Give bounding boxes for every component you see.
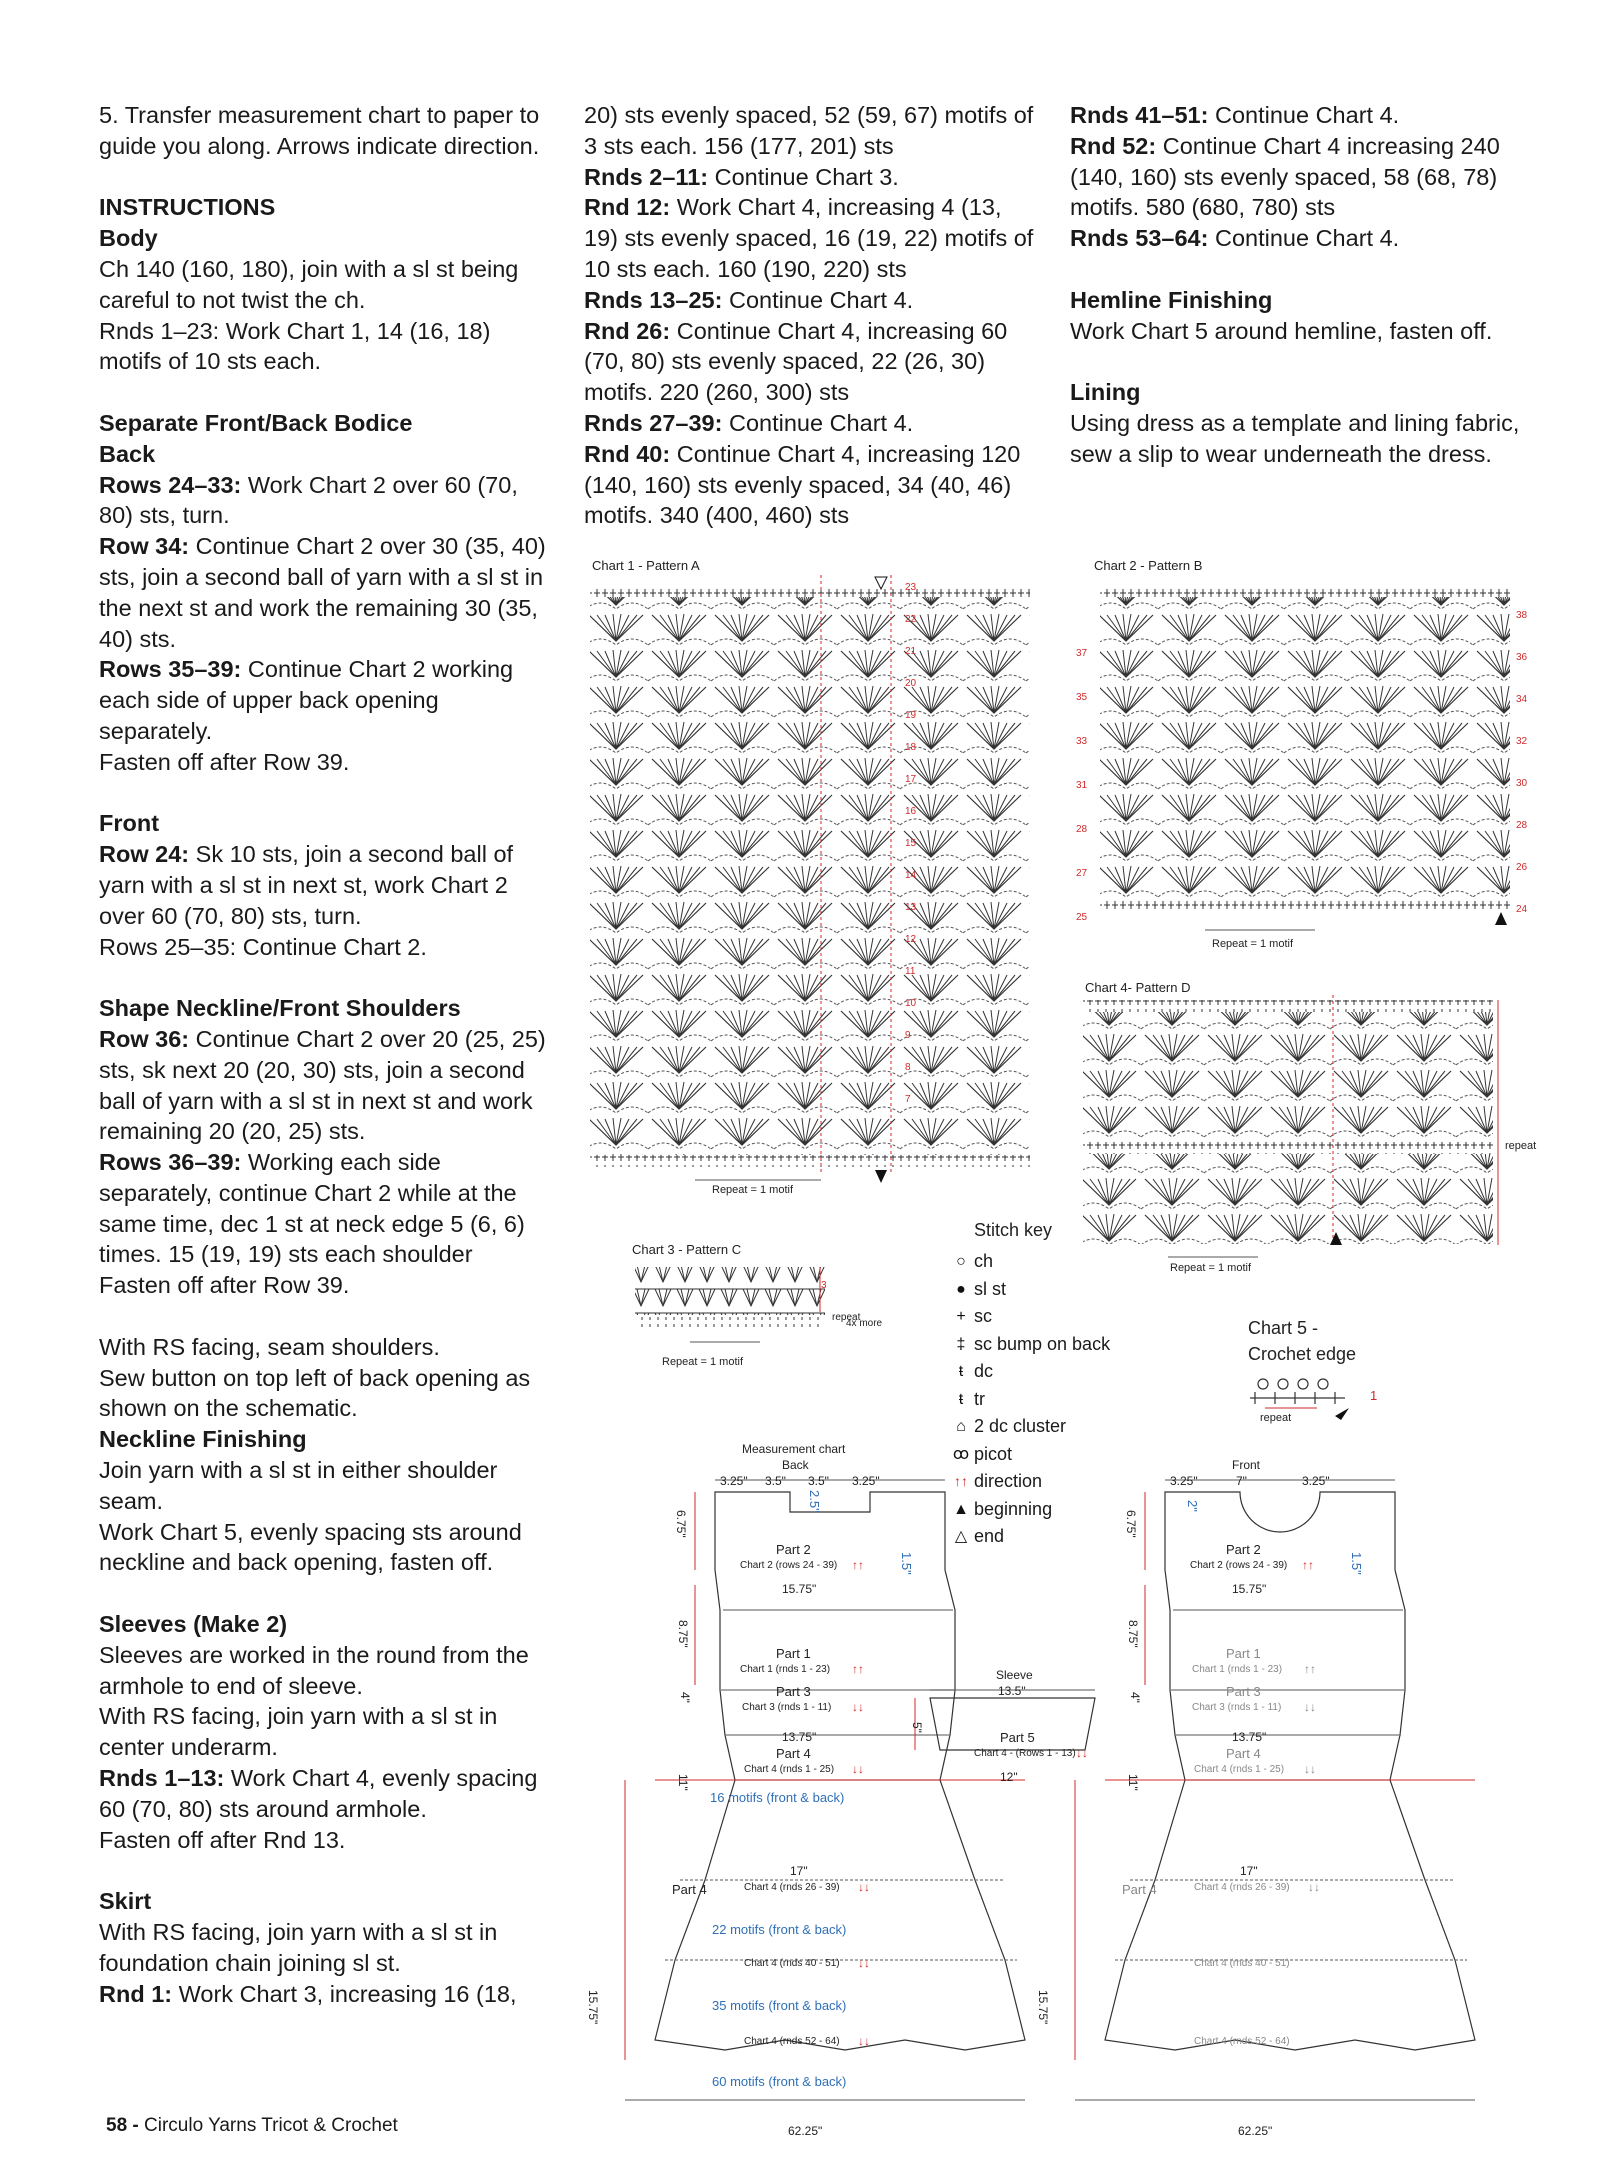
- back-neck-right: 3.5": [808, 1474, 829, 1488]
- body-rounds-text: Rnds 1–23: Work Chart 1, 14 (16, 18) motifs of 10 sts each.: [99, 317, 491, 375]
- skirt-join-text: With RS facing, join yarn with a sl st in foundation chain joining sl st.: [99, 1919, 498, 1976]
- front-part-4b-arrow: ↓↓: [1308, 1880, 1320, 1894]
- front-hem-width: 62.25": [1238, 2124, 1273, 2138]
- stitch-key-label: dc: [974, 1361, 994, 1381]
- shape-row-36: Row 36: Continue Chart 2 over 20 (25, 25) sts, sk next 20 (20, 30) sts, join a second ball of yarn with a sl st in next st and work remaining 20 (20, 25) sts.: [99, 1025, 546, 1145]
- front-part-3-arrow: ↓↓: [1304, 1700, 1316, 1714]
- front-skirt-height: 15.75": [1036, 1990, 1050, 2025]
- back-part-3-arrow: ↓↓: [852, 1700, 864, 1714]
- back-hip-width: 17": [790, 1864, 808, 1878]
- back-heading: Back: [99, 440, 156, 467]
- chart-4-pattern-d: [1078, 995, 1508, 1265]
- skirt-rnd-1: Rnd 1: Work Chart 3, increasing 16 (18,: [99, 1980, 517, 2007]
- stitch-key-title: Stitch key: [974, 1220, 1053, 1240]
- neckline-finishing-heading: Neckline Finishing: [99, 1426, 307, 1453]
- measurement-chart-title: Measurement chart: [742, 1442, 846, 1456]
- lining-text: Using dress as a template and lining fabric, sew a slip to wear underneath the dress.: [1070, 409, 1520, 467]
- back-neck-left: 3.5": [765, 1474, 786, 1488]
- front-part-1: Part 1: [1226, 1646, 1261, 1661]
- chart-2-left-row-number: 33: [1076, 736, 1088, 747]
- front-shoulder-left: 3.25": [1170, 1474, 1198, 1488]
- front-neck-depth: 2": [1185, 1500, 1200, 1512]
- chart-1-row-number: 21: [905, 646, 917, 657]
- shape-fasten-off: Fasten off after Row 39.: [99, 1272, 350, 1299]
- part-5-arrow: ↓↓: [1076, 1746, 1088, 1760]
- back-part-2: Part 2: [776, 1542, 811, 1557]
- chart-1-row-number: 16: [905, 806, 917, 817]
- stitch-symbol-icon: △: [954, 1528, 968, 1545]
- chart-1-row-number: 23: [905, 582, 917, 593]
- chart-2-right-row-number: 38: [1516, 610, 1528, 621]
- chart-2-left-row-number: 25: [1076, 912, 1088, 923]
- chart-3-row-number: 3: [821, 1280, 827, 1291]
- front-shoulder-right: 3.25": [1302, 1474, 1330, 1488]
- front-part-4b-sub: Chart 4 (rnds 26 - 39): [1194, 1882, 1290, 1893]
- chart-2-left-row-number: 31: [1076, 780, 1088, 791]
- hemline-finishing-heading: Hemline Finishing: [1070, 286, 1273, 313]
- stitch-key-label: beginning: [974, 1498, 1053, 1519]
- stitch-symbol-icon: ‡: [956, 1335, 966, 1353]
- page-number: 58 -: [106, 2115, 139, 2136]
- back-part-1-height: 8.75": [676, 1620, 690, 1648]
- front-part-3: Part 3: [1226, 1684, 1261, 1699]
- back-chart-4-52-64: Chart 4 (rnds 52 - 64): [744, 2036, 840, 2047]
- chart-1-row-number: 12: [905, 934, 917, 945]
- shape-neckline-heading: Shape Neckline/Front Shoulders: [99, 995, 461, 1022]
- front-part-3-sub: Chart 3 (rnds 1 - 11): [1192, 1702, 1282, 1713]
- stitch-symbol-icon: ꝏ: [952, 1445, 970, 1463]
- back-part-1: Part 1: [776, 1646, 811, 1661]
- chart-2-right-row-number: 26: [1516, 862, 1528, 873]
- back-part-4b-sub: Chart 4 (rnds 26 - 39): [744, 1882, 840, 1893]
- stitch-key-label: end: [974, 1526, 1005, 1546]
- front-part-4-arrow: ↓↓: [1304, 1762, 1316, 1776]
- stitch-key-item: [948, 1276, 1110, 1304]
- stitch-key-label: sc: [974, 1306, 992, 1326]
- sleeves-join-text: With RS facing, join yarn with a sl st in center underarm.: [99, 1703, 498, 1761]
- back-40-51-arrow: ↓↓: [858, 1956, 870, 1970]
- chart-1-row-number: 17: [905, 774, 917, 785]
- front-part-4: Part 4: [1226, 1746, 1261, 1761]
- neckline-work-text: Work Chart 5, evenly spacing sts around neckline and back opening, fasten off.: [99, 1518, 522, 1576]
- back-part-3: Part 3: [776, 1684, 811, 1699]
- stitch-symbol-icon: ○: [956, 1253, 966, 1270]
- back-bodice-height: 6.75": [674, 1510, 688, 1538]
- stitch-symbol-icon: ▲: [953, 1500, 969, 1518]
- back-shoulder-left: 3.25": [720, 1474, 748, 1488]
- back-part-4b-arrow: ↓↓: [858, 1880, 870, 1894]
- chart-1-row-number: 11: [905, 966, 916, 977]
- chart-3-pattern-c: [630, 1262, 830, 1352]
- front-part-4-height: 11": [1126, 1774, 1140, 1791]
- chart-2-right-row-number: 24: [1516, 904, 1528, 915]
- back-35-motifs: 35 motifs (front & back): [712, 1998, 847, 2013]
- stitch-key-label: picot: [974, 1443, 1013, 1464]
- instructions-column-2: [584, 100, 1034, 531]
- chart-1-row-number: 13: [905, 902, 917, 913]
- back-skirt-height: 15.75": [586, 1990, 600, 2025]
- front-part-1-sub: Chart 1 (rnds 1 - 23): [1192, 1664, 1283, 1675]
- sleeve-bottom-width: 12": [1000, 1770, 1018, 1784]
- skirt-rnds-2-11: Rnds 2–11: Continue Chart 3.: [584, 163, 899, 190]
- chart-1-row-number: 14: [905, 870, 917, 881]
- chart-2-right-row-number: 32: [1516, 736, 1528, 747]
- front-chart-4-40-51: Chart 4 (rnds 40 - 51): [1194, 1958, 1290, 1969]
- skirt-rnds-13-25: Rnds 13–25: Continue Chart 4.: [584, 286, 914, 313]
- instructions-column-3: [1070, 100, 1520, 470]
- back-part-4-height: 11": [676, 1774, 690, 1791]
- sleeve-label: Sleeve: [996, 1668, 1033, 1682]
- back-part-4-sub: Chart 4 (rnds 1 - 25): [744, 1764, 835, 1775]
- chart-2-right-row-number: 36: [1516, 652, 1528, 663]
- instructions-heading: INSTRUCTIONS: [99, 194, 276, 221]
- chart-5-title-line-2: Crochet edge: [1248, 1344, 1357, 1364]
- front-part-1-height: 8.75": [1126, 1620, 1140, 1648]
- stitch-key-label: ch: [974, 1251, 994, 1271]
- back-row-34: Row 34: Continue Chart 2 over 30 (35, 40) sts, join a second ball of yarn with a sl st in the next st and work the remaining 30 (35, 40) sts.: [99, 533, 546, 652]
- back-52-64-arrow: ↓↓: [858, 2034, 870, 2048]
- chart-3-title: Chart 3 - Pattern C: [632, 1242, 742, 1257]
- chart-4-repeat-side: repeat: [1505, 1140, 1537, 1152]
- back-part-1-arrow: ↑↑: [852, 1662, 864, 1676]
- skirt-rnd-12: Rnd 12: Work Chart 4, increasing 4 (13, 19) sts evenly spaced, 16 (19, 22) motifs of 10 sts each. 160 (190, 220) sts: [584, 194, 1034, 282]
- separate-bodice-heading: Separate Front/Back Bodice: [99, 409, 413, 436]
- front-part-4b: Part 4: [1122, 1882, 1157, 1897]
- back-label: Back: [782, 1458, 809, 1472]
- back-chest-width: 15.75": [782, 1582, 817, 1596]
- chart-2-left-row-number: 35: [1076, 692, 1088, 703]
- back-part-4-arrow: ↓↓: [852, 1762, 864, 1776]
- sleeves-fasten-off: Fasten off after Rnd 13.: [99, 1826, 346, 1853]
- chart-3-repeat-count: 4x more: [846, 1318, 883, 1329]
- chart-4-title: Chart 4- Pattern D: [1085, 980, 1191, 995]
- front-hip-width: 17": [1240, 1864, 1258, 1878]
- front-part-4-sub: Chart 4 (rnds 1 - 25): [1194, 1764, 1285, 1775]
- shape-rows-36-39: Rows 36–39: Working each side separately, continue Chart 2 while at the same time, dec 1 st at neck edge 5 (6, 6) times. 15 (19, 19) sts each shoulder: [99, 1149, 525, 1268]
- front-label: Front: [1232, 1458, 1261, 1472]
- back-shoulder-right: 3.25": [852, 1474, 880, 1488]
- front-part-1-arrow: ↑↑: [1304, 1662, 1316, 1676]
- front-heading: Front: [99, 810, 160, 837]
- back-part-3-height: 4": [678, 1692, 692, 1703]
- chart-2-right-row-number: 34: [1516, 694, 1528, 705]
- chart-2-left-row-number: 27: [1076, 868, 1088, 879]
- skirt-rnd-52: Rnd 52: Continue Chart 4 increasing 240 (140, 160) sts evenly spaced, 58 (68, 78) motifs. 580 (680, 780) sts: [1070, 132, 1500, 221]
- chart-2-repeat-label: Repeat = 1 motif: [1212, 938, 1294, 950]
- sleeve-width: 13.5": [998, 1684, 1026, 1698]
- sleeves-intro-text: Sleeves are worked in the round from the armhole to end of sleeve.: [99, 1641, 529, 1699]
- chart-1-row-number: 8: [905, 1062, 911, 1073]
- chart-1-pattern-a: [585, 575, 1035, 1190]
- skirt-rnd-26: Rnd 26: Continue Chart 4, increasing 60 (70, 80) sts evenly spaced, 22 (26, 30) motifs. 220 (260, 300) sts: [584, 317, 1008, 406]
- stitch-key-label: sc bump on back: [974, 1333, 1111, 1354]
- hemline-text: Work Chart 5 around hemline, fasten off.: [1070, 317, 1493, 344]
- instructions-column-1: [99, 100, 549, 2009]
- stitch-key-label: sl st: [974, 1278, 1007, 1299]
- stitch-symbol-icon: ↑↑: [954, 1473, 968, 1489]
- sleeves-heading: Sleeves (Make 2): [99, 1611, 288, 1638]
- front-chart-4-52-64: Chart 4 (rnds 52 - 64): [1194, 2036, 1290, 2047]
- stitch-symbol-icon: ŧ: [958, 1363, 964, 1380]
- back-fasten-off: Fasten off after Row 39.: [99, 748, 350, 775]
- step-5-text: 5. Transfer measurement chart to paper to guide you along. Arrows indicate direction.: [99, 102, 540, 159]
- stitch-key-item: [948, 1248, 1110, 1276]
- stitch-symbol-icon: ⌂: [956, 1418, 966, 1435]
- stitch-key-item: [948, 1413, 1110, 1441]
- stitch-symbol-icon: +: [956, 1308, 966, 1325]
- stitch-key-label: direction: [974, 1471, 1043, 1491]
- back-part-1-sub: Chart 1 (rnds 1 - 23): [740, 1664, 831, 1675]
- back-part-4b: Part 4: [672, 1882, 707, 1897]
- part-5-sub: Chart 4 - (Rows 1 - 13): [974, 1748, 1076, 1759]
- chart-1-row-number: 7: [905, 1094, 911, 1105]
- front-bodice-height: 6.75": [1124, 1510, 1138, 1538]
- stitch-key-item: [948, 1358, 1110, 1386]
- chart-1-row-number: 18: [905, 742, 917, 753]
- stitch-key-item: [948, 1331, 1110, 1359]
- chart-2-left-row-number: 28: [1076, 824, 1088, 835]
- front-waist-width: 13.75": [1232, 1730, 1267, 1744]
- back-60-motifs: 60 motifs (front & back): [712, 2074, 847, 2089]
- back-part-3-sub: Chart 3 (rnds 1 - 11): [742, 1702, 832, 1713]
- chart-3-repeat-label: Repeat = 1 motif: [662, 1356, 744, 1368]
- body-heading: Body: [99, 225, 158, 252]
- stitch-symbol-icon: ●: [956, 1280, 966, 1298]
- chart-5-repeat-label: repeat: [1260, 1412, 1292, 1424]
- chart-5-row-number: 1: [1370, 1388, 1378, 1403]
- front-row-24: Row 24: Sk 10 sts, join a second ball of yarn with a sl st in next st, work Chart 2 over 60 (70, 80) sts, turn.: [99, 841, 514, 929]
- stitch-key-label: tr: [974, 1388, 985, 1409]
- back-part-2-sub: Chart 2 (rows 24 - 39): [740, 1560, 838, 1571]
- stitch-key-item: [948, 1303, 1110, 1331]
- magazine-title: Circulo Yarns Tricot & Crochet: [138, 2115, 398, 2136]
- back-22-motifs: 22 motifs (front & back): [712, 1922, 847, 1937]
- chart-1-row-number: 20: [905, 678, 917, 689]
- front-part-2-arrow: ↑↑: [1302, 1558, 1314, 1572]
- lining-heading: Lining: [1070, 379, 1141, 406]
- back-chart-4-40-51: Chart 4 (rnds 40 - 51): [744, 1958, 840, 1969]
- chart-1-row-number: 15: [905, 838, 917, 849]
- back-hem-width: 62.25": [788, 2124, 823, 2138]
- front-part-3-height: 4": [1128, 1692, 1142, 1703]
- stitch-key-item: [948, 1386, 1110, 1414]
- skirt-rnd-40: Rnd 40: Continue Chart 4, increasing 120 (140, 160) sts evenly spaced, 34 (40, 46) motifs. 340 (400, 460) sts: [584, 440, 1021, 529]
- sew-button-text: Sew button on top left of back opening as shown on the schematic.: [99, 1364, 531, 1422]
- neckline-join-text: Join yarn with a sl st in either shoulder seam.: [99, 1457, 498, 1514]
- skirt-rnds-27-39: Rnds 27–39: Continue Chart 4.: [584, 409, 914, 436]
- stitch-key-label: 2 dc cluster: [974, 1416, 1067, 1436]
- chart-2-title: Chart 2 - Pattern B: [1094, 558, 1203, 573]
- chart-2-pattern-b: [1095, 575, 1515, 945]
- front-armhole-depth: 1.5": [1349, 1552, 1364, 1575]
- front-rows-25-35: Rows 25–35: Continue Chart 2.: [99, 933, 427, 960]
- chart-2-left-row-number: 37: [1076, 648, 1088, 659]
- back-armhole-depth: 1.5": [899, 1552, 914, 1575]
- front-part-2-sub: Chart 2 (rows 24 - 39): [1190, 1560, 1288, 1571]
- chart-1-row-number: 22: [905, 614, 917, 625]
- back-16-motifs: 16 motifs (front & back): [710, 1790, 845, 1805]
- chart-1-row-number: 9: [905, 1030, 911, 1041]
- chart-1-row-number: 19: [905, 710, 917, 721]
- back-rows-35-39: Rows 35–39: Continue Chart 2 working each side of upper back opening separately.: [99, 656, 514, 744]
- chart-5-title-line-1: Chart 5 -: [1248, 1318, 1319, 1338]
- sleeves-rnds-1-13: Rnds 1–13: Work Chart 4, evenly spacing 60 (70, 80) sts around armhole.: [99, 1765, 538, 1822]
- skirt-rnds-41-51: Rnds 41–51: Continue Chart 4.: [1070, 102, 1400, 128]
- skirt-heading: Skirt: [99, 1888, 152, 1915]
- back-rows-24-33: Rows 24–33: Work Chart 2 over 60 (70, 80) sts, turn.: [99, 471, 518, 529]
- chart-1-repeat-label: Repeat = 1 motif: [712, 1184, 794, 1196]
- skirt-rnds-53-64: Rnds 53–64: Continue Chart 4.: [1070, 225, 1400, 252]
- chart-3-repeat-side: repeat: [832, 1312, 861, 1323]
- back-waist-width: 13.75": [782, 1730, 817, 1744]
- part-5: Part 5: [1000, 1730, 1035, 1745]
- front-neck-width: 7": [1236, 1474, 1247, 1488]
- back-part-2-arrow: ↑↑: [852, 1558, 864, 1572]
- chart-1-title: Chart 1 - Pattern A: [592, 558, 700, 573]
- front-chest-width: 15.75": [1232, 1582, 1267, 1596]
- page-footer: [106, 2115, 398, 2137]
- chart-4-repeat-label: Repeat = 1 motif: [1170, 1262, 1252, 1274]
- stitch-symbol-icon: ŧ: [958, 1390, 964, 1408]
- seam-shoulders-text: With RS facing, seam shoulders.: [99, 1333, 440, 1360]
- chart-2-right-row-number: 28: [1516, 820, 1528, 831]
- chart-1-row-number: 10: [905, 998, 917, 1009]
- chart-2-right-row-number: 30: [1516, 778, 1528, 789]
- sleeve-height: 5": [910, 1722, 924, 1733]
- skirt-rnd-1-cont: 20) sts evenly spaced, 52 (59, 67) motifs of 3 sts each. 156 (177, 201) sts: [584, 102, 1034, 159]
- body-chain-text: Ch 140 (160, 180), join with a sl st being careful to not twist the ch.: [99, 255, 519, 313]
- back-part-4: Part 4: [776, 1746, 811, 1761]
- front-part-2: Part 2: [1226, 1542, 1261, 1557]
- back-opening-depth: 2.5": [807, 1490, 822, 1513]
